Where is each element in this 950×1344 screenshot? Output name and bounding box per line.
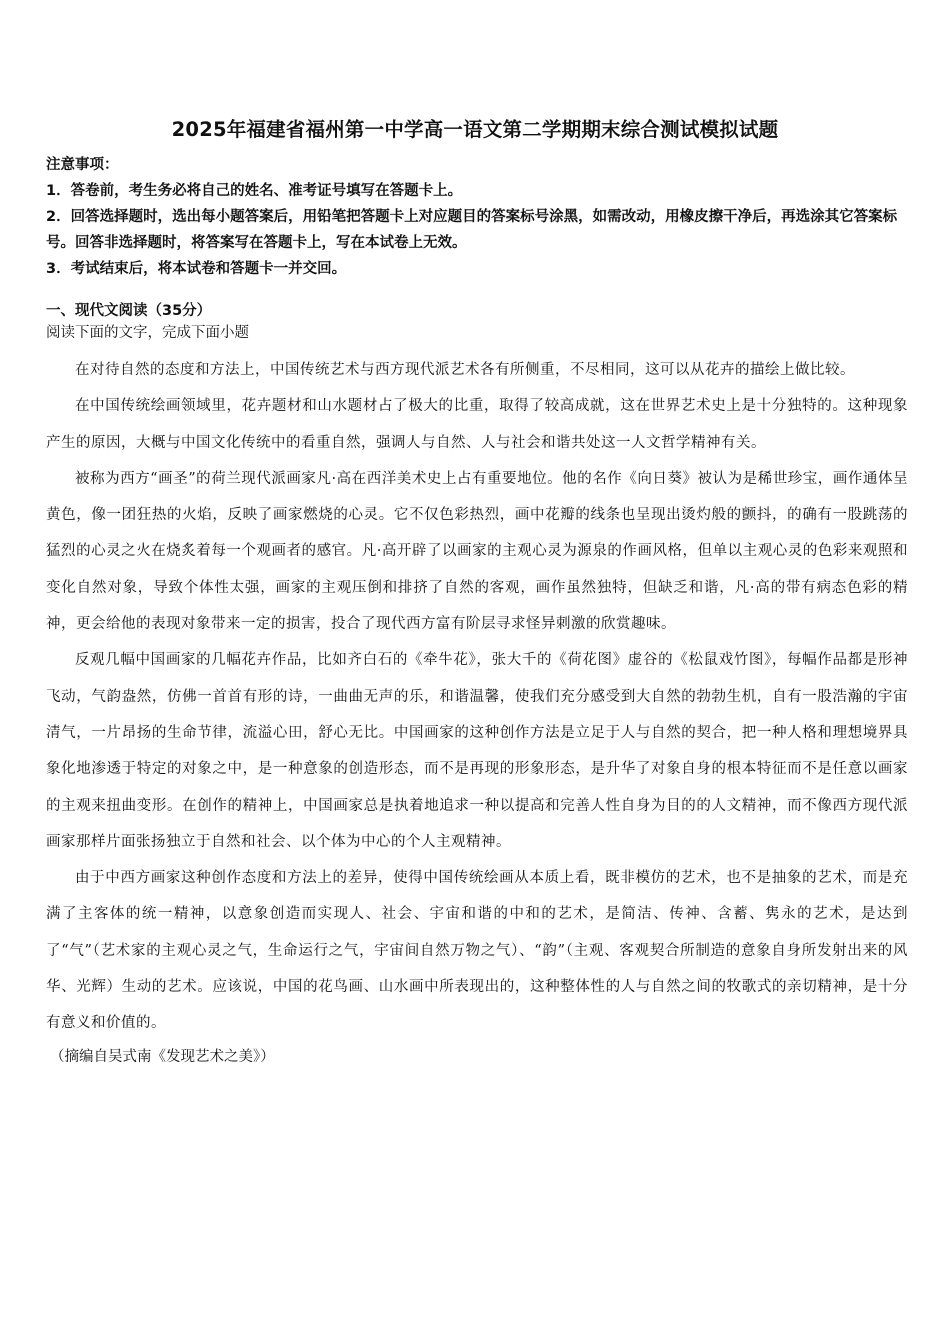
passage-paragraph: 由于中西方画家这种创作态度和方法上的差异，使得中国传统绘画从本质上看，既非模仿的艺术，也不是抽象的艺术，而是充满了主客体的统一精神，以意象创造而实现人、社会、宇宙和谐的中和的艺术，是简洁、传神、含蓄、隽永的艺术，是达到了“气”（艺术家的主观心灵之气，生命运行之气，宇宙间自然万物之气）、“韵”（主观、客观契合所制造的意象自身所发射出来的风华、光辉）生动的艺术。应该说，中国的花鸟画、山水画中所表现出的，这种整体性的人与自然之间的牧歌式的亲切精神，是十分有意义和价值的。 (46, 870, 908, 1032)
notes-item: 2．回答选择题时，选出每小题答案后，用铅笔把答题卡上对应题目的答案标号涂黑，如需改动，用橡皮擦干净后，再选涂其它答案标号。回答非选择题时，将答案写在答题卡上，写在本试卷上无效。 (46, 209, 898, 251)
notes-heading: 注意事项： (46, 157, 119, 173)
passage-source: （摘编自吴式南《发现艺术之美》） (50, 1048, 275, 1065)
notes-item: 3．考试结束后，将本试卷和答题卡一并交回。 (46, 261, 347, 277)
passage-paragraph: 在对待自然的态度和方法上，中国传统艺术与西方现代派艺术各有所侧重，不尽相同，这可以从花卉的描绘上做比较。 (75, 362, 855, 378)
passage-paragraph: 反观几幅中国画家的几幅花卉作品，比如齐白石的《牵牛花》，张大千的《荷花图》虚谷的《松鼠戏竹图》，每幅作品都是形神飞动，气韵盎然，仿佛一首首有形的诗，一曲曲无声的乐，和谐温馨，使我们充分感受到大自然的勃勃生机，自有一股浩瀚的宇宙清气，一片昂扬的生命节律，流溢心田，舒心无比。中国画家的这种创作方法是立足于人与自然的契合，把一种人格和理想境界具象化地渗透于特定的对象之中，是一种意象的创造形态，而不是再现的形象形态，是升华了对象自身的根本特征而不是任意以画家的主观来扭曲变形。在创作的精神上，中国画家总是执着地追求一种以提高和完善人性自身为目的的人文精神，而不像西方现代派画家那样片面张扬独立于自然和社会、以个体为中心的个人主观精神。 (46, 652, 908, 850)
notes-block (46, 152, 908, 282)
passage-paragraph: 在中国传统绘画领域里，花卉题材和山水题材占了极大的比重，取得了较高成就，这在世界艺术史上是十分独特的。这种现象产生的原因，大概与中国文化传统中的看重自然，强调人与自然、人与社会和谐共处这一人文哲学精神有关。 (46, 398, 908, 451)
passage-paragraph: 被称为西方“画圣”的荷兰现代派画家凡·高在西洋美术史上占有重要地位。他的名作《向日葵》被认为是稀世珍宝，画作通体呈黄色，像一团狂热的火焰，反映了画家燃烧的心灵。它不仅色彩热烈，画中花瓣的线条也呈现出烫灼般的颤抖，的确有一股跳荡的猛烈的心灵之火在烧炙着每一个观画者的感官。凡·高开辟了以画家的主观心灵为源泉的作画风格，但单以主观心灵的色彩来观照和变化自然对象，导致个体性太强，画家的主观压倒和排挤了自然的客观，画作虽然独特，但缺乏和谐，凡·高的带有病态色彩的精神，更会给他的表现对象带来一定的损害，投合了现代西方富有阶层寻求怪异刺激的欣赏趣味。 (46, 470, 908, 633)
reading-section (46, 300, 908, 1072)
exam-title: 2025年福建省福州第一中学高一语文第二学期期末综合测试模拟试题 (171, 118, 779, 141)
notes-item: 1．答卷前，考生务必将自己的姓名、准考证号填写在答题卡上。 (46, 183, 463, 199)
section-heading: 一、现代文阅读（35分） (46, 303, 212, 319)
section-instruction: 阅读下面的文字，完成下面小题 (46, 325, 249, 341)
